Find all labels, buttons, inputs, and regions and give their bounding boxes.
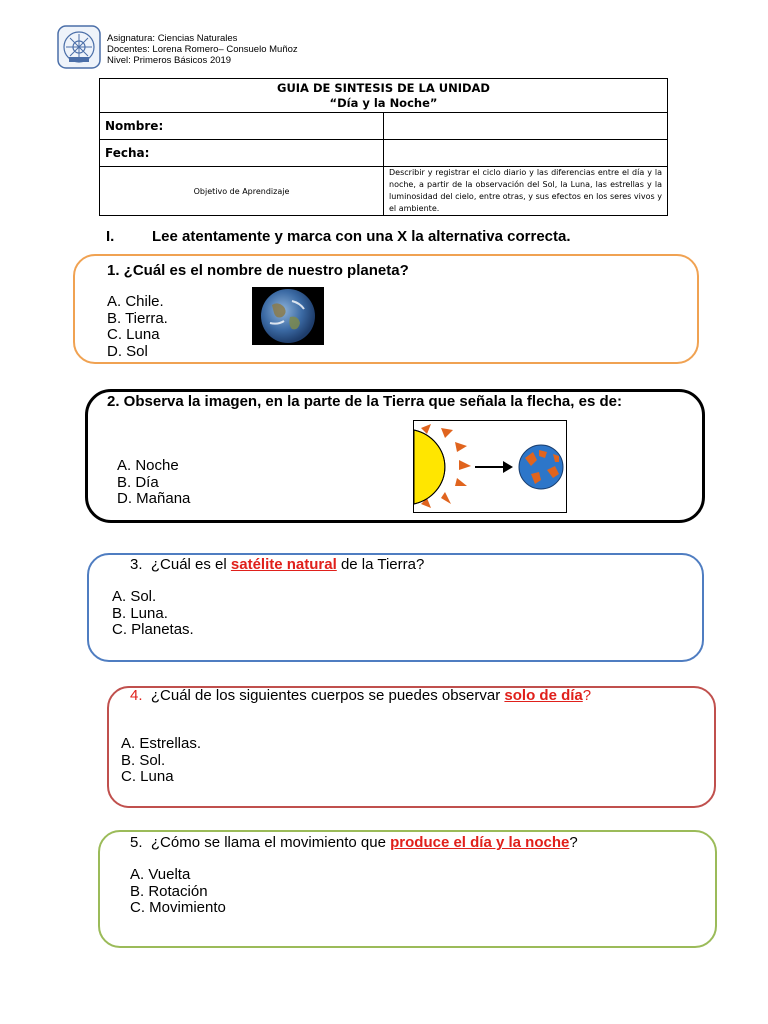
section-number: I. — [106, 228, 115, 245]
objective-text: Describir y registrar el ciclo diario y las diferencias entre el día y la noche, a partir de la observación del Sol, la Luna, las estrellas y la luminosidad del cielo, entre otras, y sus efectos en los seres vivos y el ambiente. — [384, 167, 668, 216]
question-4-pre: ¿Cuál de los siguientes cuerpos se puedes observar — [150, 687, 505, 704]
question-2-options — [117, 458, 190, 508]
question-3-highlight: satélite natural — [230, 556, 337, 573]
question-3-number: 3. — [130, 556, 143, 573]
question-3-post: de la Tierra? — [336, 556, 425, 573]
earth-photo — [252, 287, 324, 345]
question-5-post: ? — [569, 834, 578, 851]
question-4-highlight: solo de día — [504, 687, 583, 704]
name-field[interactable] — [384, 113, 668, 140]
option-3b[interactable]: B. Luna. — [112, 604, 168, 622]
question-3-pre: ¿Cuál es el — [150, 556, 231, 573]
objective-label: Objetivo de Aprendizaje — [100, 167, 384, 216]
question-5-pre: ¿Cómo se llama el movimiento que — [150, 834, 391, 851]
question-4-number: 4. — [130, 687, 143, 704]
guide-title-line2: “Día y la Noche” — [329, 95, 438, 110]
question-5-options — [130, 867, 226, 917]
option-1a[interactable]: A. Chile. — [107, 293, 164, 310]
school-logo — [57, 25, 101, 69]
option-5c[interactable]: C. Movimiento — [130, 899, 226, 916]
option-4a[interactable]: A. Estrellas. — [121, 735, 202, 752]
level-line: Nivel: Primeros Básicos 2019 — [107, 55, 232, 66]
earth-icon — [519, 445, 563, 489]
section-instruction: Lee atentamente y marca con una X la alternativa correcta. — [152, 228, 571, 245]
option-1b[interactable]: B. Tierra. — [107, 309, 168, 327]
option-3c[interactable]: C. Planetas. — [112, 621, 194, 638]
name-label: Nombre: — [100, 113, 384, 140]
option-4c[interactable]: C. Luna — [121, 768, 174, 785]
question-5-highlight: produce el día y la noche — [390, 834, 570, 851]
date-label: Fecha: — [100, 140, 384, 167]
header-info — [107, 33, 298, 66]
option-2a[interactable]: A. Noche — [117, 457, 179, 474]
option-2b[interactable]: B. Día — [117, 473, 159, 491]
question-5-text — [130, 835, 578, 851]
option-5a[interactable]: A. Vuelta — [130, 866, 191, 883]
option-3a[interactable]: A. Sol. — [112, 588, 157, 605]
option-1d[interactable]: D. Sol — [107, 342, 148, 360]
option-1c[interactable]: C. Luna — [107, 326, 160, 343]
sun-earth-diagram — [413, 420, 567, 513]
teachers-line: Docentes: Lorena Romero– Consuelo Muñoz — [107, 44, 298, 55]
subject-line: Asignatura: Ciencias Naturales — [107, 33, 238, 44]
guide-title — [100, 79, 668, 113]
question-1-options — [107, 294, 168, 360]
question-4-post: ? — [582, 687, 592, 704]
guide-title-line1: GUIA DE SINTESIS DE LA UNIDAD — [277, 80, 490, 95]
date-field[interactable] — [384, 140, 668, 167]
info-table — [99, 78, 668, 216]
question-3-text — [130, 557, 424, 573]
question-4-text — [130, 688, 650, 704]
question-1-text: 1. ¿Cuál es el nombre de nuestro planeta? — [107, 262, 409, 279]
question-2-text: 2. Observa la imagen, en la parte de la Tierra que señala la flecha, es de: — [107, 393, 622, 410]
question-5-number: 5. — [130, 834, 143, 851]
option-4b[interactable]: B. Sol. — [121, 751, 166, 769]
section-heading — [106, 228, 571, 245]
option-2d[interactable]: D. Mañana — [117, 490, 191, 507]
question-4-options — [121, 736, 201, 786]
option-5b[interactable]: B. Rotación — [130, 882, 208, 900]
question-3-options — [112, 589, 194, 639]
